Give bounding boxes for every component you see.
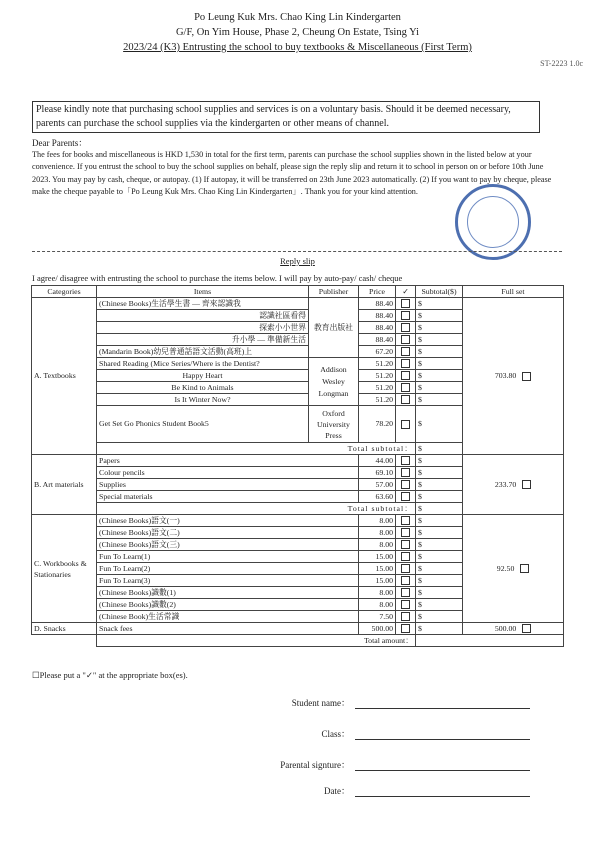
item-name: Fun To Learn(1): [97, 551, 359, 563]
checkbox[interactable]: [401, 588, 410, 597]
item-name: (Chinese Books)語文(二): [97, 527, 359, 539]
fullset-price: 703.80: [494, 371, 517, 380]
checkbox[interactable]: [401, 600, 410, 609]
subtotal-cell[interactable]: $: [416, 575, 463, 587]
table-row-total: [32, 635, 564, 647]
checkbox-instruction: ☐Please put a "✓" at the appropriate box(es).: [32, 670, 188, 680]
category-art: B. Art materials: [32, 455, 97, 515]
item-price: 51.20: [359, 394, 396, 406]
cut-line: [32, 251, 562, 252]
table-row: [32, 515, 564, 527]
date-field[interactable]: [355, 796, 530, 797]
item-price: 88.40: [359, 334, 396, 346]
item-price: 78.20: [359, 406, 396, 443]
subtotal-cell[interactable]: $: [416, 503, 463, 515]
item-price: 57.00: [359, 479, 396, 491]
item-name: (Chinese Books)生活學生書 — 齊來認識我: [97, 298, 309, 310]
total-amount-label: Total amount：: [97, 635, 416, 647]
checkbox[interactable]: [401, 540, 410, 549]
table-row: [32, 298, 564, 310]
item-price: 8.00: [359, 515, 396, 527]
checkbox[interactable]: [401, 420, 410, 429]
subtotal-cell[interactable]: $: [416, 455, 463, 467]
item-name: Get Set Go Phonics Student Book5: [97, 406, 309, 443]
item-name: 認識社區看得: [97, 310, 309, 322]
item-name: Special materials: [97, 491, 359, 503]
header-categories: Categories: [32, 286, 97, 298]
subtotal-cell[interactable]: $: [416, 551, 463, 563]
subtotal-cell[interactable]: $: [416, 623, 463, 635]
item-price: 51.20: [359, 370, 396, 382]
header-check: ✓: [396, 286, 416, 298]
checkbox[interactable]: [401, 516, 410, 525]
letter-body: The fees for books and miscellaneous is HKD 1,530 in total for the first term, parents can purchase the school supplies shown in the listed below at your convenience. If you entrust the school to buy the school supplies on behalf, please sign the reply slip and return it to school in person on or before 10th June 2023. You may pay by cash, cheque, or autopay. (1) If autopay, it will be transferred on 23th June 2023 automatically. (2) If you want to pay by cheque, please make the cheque payable to「Po Leung Kuk Mrs. Chao King Lin Kindergarten」. Thank you for your kind attention.: [32, 150, 552, 197]
item-name: Is It Winter Now?: [97, 394, 309, 406]
items-table: [31, 285, 564, 647]
header-fullset: Full set: [463, 286, 564, 298]
agreement-statement: I agree/ disagree with entrusting the school to purchase the items below. I will pay by auto-pay/ cash/ cheque: [32, 273, 403, 283]
subtotal-cell[interactable]: $: [416, 491, 463, 503]
checkbox[interactable]: [401, 612, 410, 621]
item-name: (Chinese Books)語文(三): [97, 539, 359, 551]
subtotal-cell[interactable]: $: [416, 334, 463, 346]
school-address: G/F, On Yim House, Phase 2, Cheung On Estate, Tsing Yi: [175, 27, 420, 38]
publisher-1: 教育出版社: [309, 298, 359, 358]
checkbox[interactable]: [401, 468, 410, 477]
subtotal-cell[interactable]: $: [416, 515, 463, 527]
publisher-3: Oxford University Press: [309, 406, 359, 443]
item-price: 88.40: [359, 298, 396, 310]
item-name: Supplies: [97, 479, 359, 491]
header-subtotal: Subtotal($): [416, 286, 463, 298]
checkbox[interactable]: [401, 564, 410, 573]
document-title: 2023/24 (K3) Entrusting the school to buy textbooks & Miscellaneous (First Term): [123, 42, 472, 53]
student-name-field[interactable]: [355, 708, 530, 709]
subtotal-cell[interactable]: $: [416, 467, 463, 479]
item-name: Colour pencils: [97, 467, 359, 479]
item-name: 探索小小世界: [97, 322, 309, 334]
subtotal-cell[interactable]: $: [416, 599, 463, 611]
item-price: 88.40: [359, 310, 396, 322]
item-price: 69.10: [359, 467, 396, 479]
checkbox[interactable]: [401, 395, 410, 404]
header-price: Price: [359, 286, 396, 298]
subtotal-cell[interactable]: $: [416, 611, 463, 623]
item-name: Fun To Learn(3): [97, 575, 359, 587]
item-price: 8.00: [359, 587, 396, 599]
checkbox[interactable]: [401, 456, 410, 465]
total-subtotal-label: Total subtotal：: [97, 443, 416, 455]
total-subtotal-label: Total subtotal：: [97, 503, 416, 515]
checkbox[interactable]: [401, 383, 410, 392]
checkbox[interactable]: [401, 347, 410, 356]
fullset-price: 233.70: [494, 479, 517, 489]
checkbox[interactable]: [401, 624, 410, 633]
item-price: 7.50: [359, 611, 396, 623]
item-price: 51.20: [359, 358, 396, 370]
item-price: 8.00: [359, 539, 396, 551]
table-header-row: [32, 286, 564, 298]
checkbox[interactable]: [401, 528, 410, 537]
fullset-checkbox[interactable]: [522, 372, 531, 381]
item-price: 15.00: [359, 563, 396, 575]
subtotal-cell[interactable]: $: [416, 298, 463, 310]
student-name-label: Student name：: [291, 698, 350, 708]
item-name: Fun To Learn(2): [97, 563, 359, 575]
subtotal-cell[interactable]: $: [416, 479, 463, 491]
publisher-2: Addison Wesley Longman: [309, 358, 359, 406]
table-row: [32, 455, 564, 467]
category-snacks: D. Snacks: [32, 623, 97, 635]
item-price: 88.40: [359, 322, 396, 334]
doc-code: ST-2223 1.0c: [540, 59, 583, 68]
fullset-cell: [463, 623, 564, 635]
checkbox[interactable]: [401, 552, 410, 561]
checkbox[interactable]: [401, 311, 410, 320]
checkbox[interactable]: [401, 299, 410, 308]
header-items: Items: [97, 286, 309, 298]
item-name: (Mandarin Book)幼兒普通話語文活動(高班)上: [97, 346, 309, 358]
greeting: Dear Parents：: [32, 138, 88, 148]
subtotal-cell[interactable]: $: [416, 382, 463, 394]
fullset-checkbox[interactable]: [522, 480, 531, 489]
checkbox[interactable]: [401, 492, 410, 501]
item-name: Shared Reading (Mice Series/Where is the Dentist?: [97, 358, 309, 370]
checkbox[interactable]: [401, 335, 410, 344]
header-publisher: Publisher: [309, 286, 359, 298]
school-name: Po Leung Kuk Mrs. Chao King Lin Kindergarten: [194, 12, 401, 23]
item-name: Be Kind to Animals: [97, 382, 309, 394]
fullset-cell: [463, 515, 564, 623]
item-name: (Chinese Books)識數(1): [97, 587, 359, 599]
class-label: Class：: [321, 729, 350, 739]
subtotal-cell[interactable]: $: [416, 527, 463, 539]
fullset-price: 500.00: [494, 623, 517, 633]
fullset-checkbox[interactable]: [522, 624, 531, 633]
reply-slip-title: Reply slip: [280, 256, 315, 266]
fullset-cell: [463, 298, 564, 455]
table-row: [32, 623, 564, 635]
fullset-cell: [463, 455, 564, 515]
item-price: 44.00: [359, 455, 396, 467]
signature-label: Parental signture：: [280, 760, 350, 770]
subtotal-cell[interactable]: $: [416, 563, 463, 575]
subtotal-cell[interactable]: $: [416, 370, 463, 382]
item-name: Happy Heart: [97, 370, 309, 382]
item-name: Papers: [97, 455, 359, 467]
signature-field[interactable]: [355, 770, 530, 771]
subtotal-cell[interactable]: $: [416, 394, 463, 406]
subtotal-cell[interactable]: $: [416, 310, 463, 322]
checkbox[interactable]: [401, 371, 410, 380]
item-price: 15.00: [359, 551, 396, 563]
item-price: 63.60: [359, 491, 396, 503]
subtotal-cell[interactable]: $: [416, 539, 463, 551]
total-amount-value[interactable]: [416, 635, 564, 647]
category-textbooks: A. Textbooks: [32, 298, 97, 455]
subtotal-cell[interactable]: $: [416, 322, 463, 334]
item-price: 15.00: [359, 575, 396, 587]
subtotal-cell[interactable]: $: [416, 358, 463, 370]
item-name: Snack fees: [97, 623, 359, 635]
subtotal-cell[interactable]: $: [416, 406, 463, 443]
checkbox[interactable]: [401, 576, 410, 585]
subtotal-cell[interactable]: $: [416, 443, 463, 455]
school-seal-stamp: [455, 184, 531, 260]
item-price: 67.20: [359, 346, 396, 358]
checkbox[interactable]: [401, 480, 410, 489]
item-name: (Chinese Book)生活常識: [97, 611, 359, 623]
item-price: 8.00: [359, 527, 396, 539]
date-label: Date：: [324, 786, 350, 796]
item-price: 500.00: [359, 623, 396, 635]
checkbox[interactable]: [401, 323, 410, 332]
subtotal-cell[interactable]: $: [416, 587, 463, 599]
fullset-checkbox[interactable]: [520, 564, 529, 573]
item-name: (Chinese Books)語文(一): [97, 515, 359, 527]
fullset-price: 92.50: [496, 563, 515, 573]
item-price: 51.20: [359, 382, 396, 394]
voluntary-notice: Please kindly note that purchasing school supplies and services is on a voluntary basis. Should it be deemed necessary, parents can purchase the school supplies via the kindergarten or other means of channel.: [32, 101, 540, 133]
subtotal-cell[interactable]: $: [416, 346, 463, 358]
item-price: 8.00: [359, 599, 396, 611]
class-field[interactable]: [355, 739, 530, 740]
checkbox[interactable]: [401, 359, 410, 368]
item-name: (Chinese Books)識數(2): [97, 599, 359, 611]
item-name: 升小學 — 準備新生活: [97, 334, 309, 346]
category-workbooks: C. Workbooks & Stationaries: [32, 515, 97, 623]
